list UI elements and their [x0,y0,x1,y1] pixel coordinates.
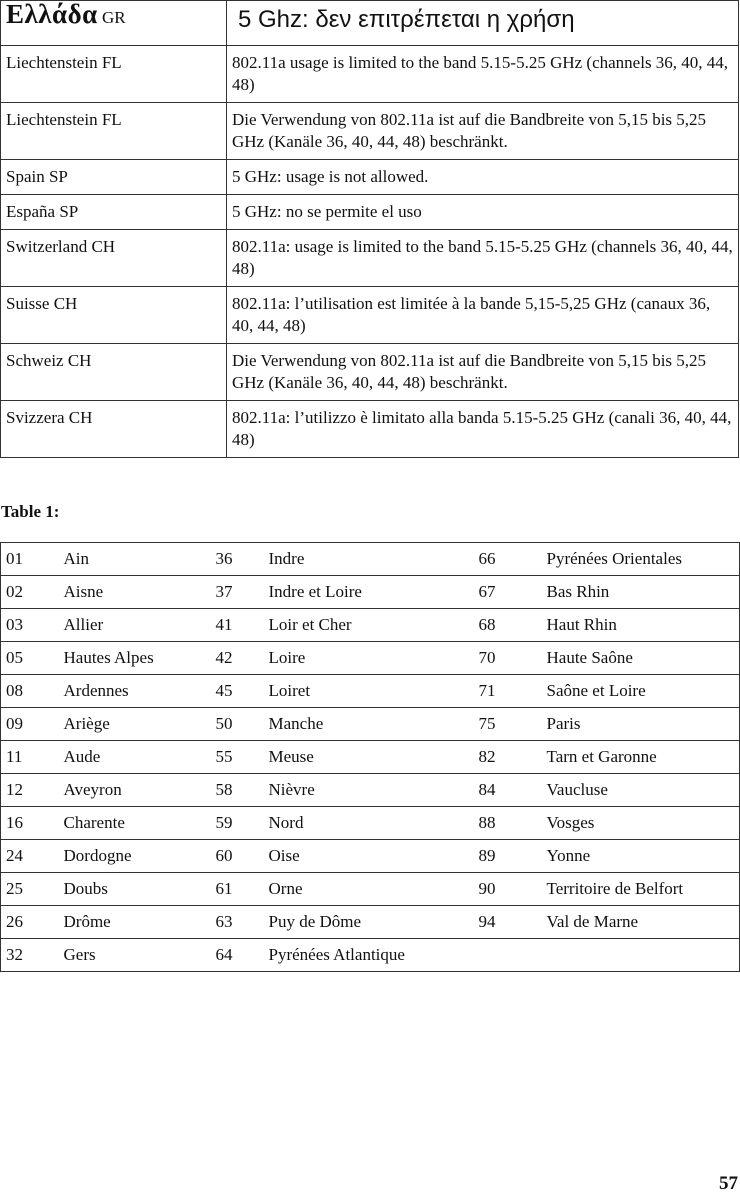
dept-name-cell: Val de Marne [542,906,740,939]
dept-code-cell: 25 [1,873,59,906]
restriction-text-cell: 5 GHz: no se permite el uso [227,195,739,230]
dept-name-cell: Puy de Dôme [264,906,474,939]
table-row [1,873,740,906]
dept-code-cell: 75 [474,708,542,741]
dept-name-cell: Oise [264,840,474,873]
dept-name-cell: Gers [59,939,211,972]
dept-name-cell: Indre [264,543,474,576]
dept-code-cell: 37 [211,576,264,609]
table-row [1,939,740,972]
dept-code-cell: 16 [1,807,59,840]
greek-statement: 5 Ghz: δεν επιτρέπεται η χρήση [238,6,575,33]
table-caption: Table 1: [1,502,60,521]
dept-code-cell: 63 [211,906,264,939]
dept-name-cell: Paris [542,708,740,741]
dept-code-cell: 64 [211,939,264,972]
dept-code-cell: 41 [211,609,264,642]
dept-code-cell: 90 [474,873,542,906]
dept-code-cell: 01 [1,543,59,576]
dept-name-cell: Tarn et Garonne [542,741,740,774]
dept-code-cell: 55 [211,741,264,774]
dept-name-cell [542,939,740,972]
restriction-text-cell: Die Verwendung von 802.11a ist auf die Bandbreite von 5,15 bis 5,25 GHz (Kanäle 36, 40, 44, 48) beschränkt. [227,103,739,160]
dept-name-cell: Charente [59,807,211,840]
header-country-cell [1,1,227,46]
dept-code-cell: 58 [211,774,264,807]
restriction-text-cell: 5 GHz: usage is not allowed. [227,160,739,195]
dept-code-cell: 12 [1,774,59,807]
dept-name-cell: Loire [264,642,474,675]
dept-name-cell: Territoire de Belfort [542,873,740,906]
dept-name-cell: Loiret [264,675,474,708]
table-row [1,675,740,708]
table-row [1,642,740,675]
table-row [1,609,740,642]
country-cell: España SP [1,195,227,230]
dept-code-cell: 88 [474,807,542,840]
table-row [1,576,740,609]
dept-name-cell: Manche [264,708,474,741]
regulatory-row [1,46,739,103]
dept-code-cell: 89 [474,840,542,873]
country-cell: Suisse CH [1,287,227,344]
dept-code-cell: 08 [1,675,59,708]
country-code: GR [101,8,126,27]
dept-code-cell: 68 [474,609,542,642]
dept-code-cell: 42 [211,642,264,675]
dept-code-cell: 02 [1,576,59,609]
dept-name-cell: Orne [264,873,474,906]
regulatory-row [1,344,739,401]
dept-code-cell: 32 [1,939,59,972]
dept-code-cell: 66 [474,543,542,576]
restriction-text-cell: 802.11a: l’utilisation est limitée à la bande 5,15-5,25 GHz (canaux 36, 40, 44, 48) [227,287,739,344]
dept-code-cell: 60 [211,840,264,873]
dept-code-cell: 59 [211,807,264,840]
dept-name-cell: Haute Saône [542,642,740,675]
dept-code-cell: 67 [474,576,542,609]
regulatory-row [1,103,739,160]
department-table [0,542,740,972]
country-cell: Spain SP [1,160,227,195]
dept-name-cell: Allier [59,609,211,642]
dept-name-cell: Aude [59,741,211,774]
dept-name-cell: Pyrénées Atlantique [264,939,474,972]
table-row [1,774,740,807]
dept-name-cell: Ain [59,543,211,576]
dept-code-cell: 36 [211,543,264,576]
table-row [1,543,740,576]
page-number: 57 [719,1173,738,1194]
dept-code-cell: 26 [1,906,59,939]
dept-name-cell: Vaucluse [542,774,740,807]
dept-code-cell: 11 [1,741,59,774]
dept-code-cell: 94 [474,906,542,939]
dept-name-cell: Nord [264,807,474,840]
dept-name-cell: Aisne [59,576,211,609]
country-cell: Liechtenstein FL [1,46,227,103]
greek-country-name: Ελλάδα [6,0,98,29]
dept-name-cell: Vosges [542,807,740,840]
country-cell: Svizzera CH [1,401,227,458]
dept-code-cell: 70 [474,642,542,675]
dept-code-cell: 61 [211,873,264,906]
dept-name-cell: Dordogne [59,840,211,873]
restriction-text-cell: 802.11a: usage is limited to the band 5.15-5.25 GHz (channels 36, 40, 44, 48) [227,230,739,287]
table-row [1,807,740,840]
restriction-text-cell: Die Verwendung von 802.11a ist auf die Bandbreite von 5,15 bis 5,25 GHz (Kanäle 36, 40, 44, 48) beschränkt. [227,344,739,401]
restriction-text-cell: 802.11a: l’utilizzo è limitato alla banda 5.15-5.25 GHz (canali 36, 40, 44, 48) [227,401,739,458]
table-row [1,708,740,741]
dept-name-cell: Nièvre [264,774,474,807]
dept-name-cell: Ariège [59,708,211,741]
regulatory-row [1,401,739,458]
dept-code-cell: 05 [1,642,59,675]
dept-name-cell: Hautes Alpes [59,642,211,675]
dept-name-cell: Ardennes [59,675,211,708]
dept-name-cell: Saône et Loire [542,675,740,708]
regulatory-row [1,195,739,230]
dept-name-cell: Drôme [59,906,211,939]
country-cell: Liechtenstein FL [1,103,227,160]
dept-name-cell: Haut Rhin [542,609,740,642]
table-row [1,741,740,774]
country-cell: Switzerland CH [1,230,227,287]
dept-code-cell [474,939,542,972]
dept-name-cell: Yonne [542,840,740,873]
dept-name-cell: Loir et Cher [264,609,474,642]
country-cell: Schweiz CH [1,344,227,401]
dept-code-cell: 09 [1,708,59,741]
regulatory-row [1,160,739,195]
restriction-text-cell: 802.11a usage is limited to the band 5.15-5.25 GHz (channels 36, 40, 44, 48) [227,46,739,103]
header-row [1,1,739,46]
dept-name-cell: Meuse [264,741,474,774]
table-row [1,840,740,873]
dept-name-cell: Bas Rhin [542,576,740,609]
dept-code-cell: 45 [211,675,264,708]
dept-code-cell: 82 [474,741,542,774]
table-row [1,906,740,939]
dept-code-cell: 03 [1,609,59,642]
regulatory-row [1,287,739,344]
dept-name-cell: Pyrénées Orientales [542,543,740,576]
dept-code-cell: 24 [1,840,59,873]
dept-code-cell: 50 [211,708,264,741]
dept-code-cell: 71 [474,675,542,708]
header-statement-cell [227,1,739,46]
regulatory-row [1,230,739,287]
dept-name-cell: Indre et Loire [264,576,474,609]
dept-code-cell: 84 [474,774,542,807]
dept-name-cell: Doubs [59,873,211,906]
regulatory-table [0,0,739,458]
dept-name-cell: Aveyron [59,774,211,807]
